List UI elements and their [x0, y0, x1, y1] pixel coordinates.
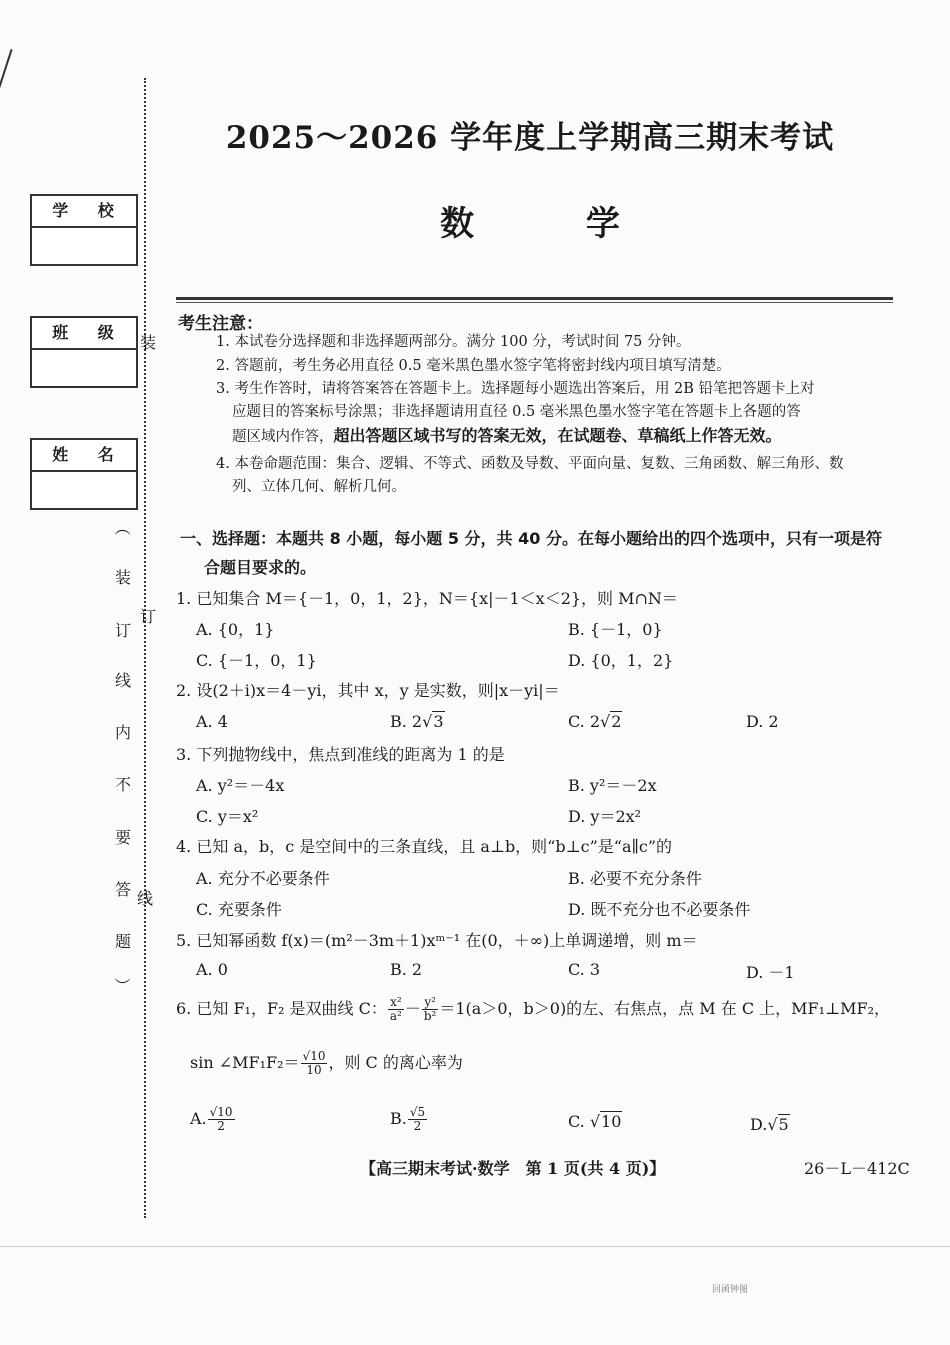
notice-heading: 考生注意：: [178, 314, 263, 334]
q6-frac-y-num: y²: [422, 996, 439, 1010]
q6-option-a-num: √10: [209, 1105, 233, 1119]
q5-option-b: B. 2: [390, 960, 423, 979]
vertical-note-char: 不: [114, 775, 131, 794]
school-label: 学 校: [32, 196, 136, 228]
q6-option-a: [190, 1106, 236, 1133]
q2-option-a: A. 4: [196, 712, 228, 731]
q4-option-a: A. 充分不必要条件: [196, 869, 330, 888]
q3-option-c: C. y＝x²: [196, 807, 259, 826]
name-box: [30, 438, 138, 510]
q4-option-c: C. 充要条件: [196, 900, 282, 919]
seal-char-ding: 订: [140, 607, 157, 626]
q2-option-c-text: C. 2: [568, 712, 601, 731]
q6-frac-x-den: a²: [389, 1009, 402, 1023]
q6-option-a-den: 2: [217, 1119, 225, 1133]
q6-stem-start: 6. 已知 F₁，F₂ 是双曲线 C：: [176, 999, 387, 1018]
q4-option-b: B. 必要不充分条件: [568, 869, 702, 888]
q2-option-b-radicand: 3: [433, 712, 444, 731]
q5-option-d: D. －1: [746, 963, 795, 982]
q6-sin-fraction: [301, 1050, 328, 1077]
header-rule: [176, 297, 893, 300]
q6-fraction-y: [422, 996, 439, 1023]
q6-minus: －: [404, 999, 421, 1018]
school-field[interactable]: [32, 228, 136, 264]
notice-item-3: 3. 考生作答时，请将答案答在答题卡上。选择题每小题选出答案后，用 2B 铅笔把答题卡上对: [216, 381, 815, 397]
notice-item-4-cont: 列、立体几何、解析几何。: [232, 479, 406, 495]
notice-item-2: 2. 答题前，考生务必用直径 0.5 毫米黑色墨水签字笔将密封线内项目填写清楚。: [216, 358, 731, 374]
q6-option-b: [390, 1106, 428, 1133]
q5-option-a: A. 0: [196, 960, 228, 979]
name-label: 姓 名: [32, 440, 136, 472]
q2-option-d: D. 2: [746, 712, 779, 731]
q1-option-d: D. {0，1，2}: [568, 651, 674, 670]
q6-fraction-x: [388, 996, 404, 1023]
class-box: [30, 316, 138, 388]
q1-stem: 1. 已知集合 M＝{－1，0，1，2}，N＝{x|－1＜x＜2}，则 M∩N＝: [176, 589, 678, 608]
q6-option-a-frac: [208, 1106, 235, 1133]
vertical-note-char: 装: [114, 568, 131, 587]
q5-option-c: C. 3: [568, 960, 601, 979]
vertical-note-char: 答: [114, 880, 131, 899]
q6-option-c: C. √10: [568, 1112, 622, 1131]
q4-stem: 4. 已知 a，b，c 是空间中的三条直线，且 a⊥b，则“b⊥c”是“a∥c”的: [176, 837, 673, 856]
notice-warning: 超出答题区域书写的答案无效，在试题卷、草稿纸上作答无效。: [333, 426, 782, 445]
q6-option-c-label: C.: [568, 1112, 585, 1131]
q6-line2-end: ，则 C 的离心率为: [328, 1053, 463, 1072]
q6-option-d: D.√5: [750, 1115, 789, 1134]
q3-option-d: D. y＝2x²: [568, 807, 642, 826]
notice-item-1: 1. 本试卷分选择题和非选择题两部分。满分 100 分，考试时间 75 分钟。: [216, 334, 691, 350]
q6-option-b-frac: [408, 1106, 427, 1133]
name-field[interactable]: [32, 472, 136, 508]
notice-item-3-cont2: [232, 425, 782, 448]
notice-item-3-tail: 题区域内作答，: [232, 429, 334, 445]
vertical-note-char: 线: [114, 671, 131, 690]
vertical-note-char: 要: [114, 828, 131, 847]
q3-option-a: A. y²＝－4x: [196, 776, 285, 795]
seal-char-xian: 线: [137, 889, 154, 908]
vertical-note-char: 题: [114, 932, 131, 951]
q6-option-d-radicand: 5: [778, 1115, 789, 1134]
q2-option-c-radicand: 2: [611, 712, 622, 731]
q6-stem-end: ＝1(a＞0，b＞0)的左、右焦点，点 M 在 C 上，MF₁⊥MF₂，: [439, 999, 890, 1018]
q6-sin-text: sin ∠MF₁F₂＝: [190, 1053, 300, 1072]
notice-item-3-cont: 应题目的答案标号涂黑；非选择题请用直径 0.5 毫米黑色墨水签字笔在答题卡上各题的答: [232, 404, 801, 420]
paper-code: 26－L－412C: [804, 1159, 910, 1178]
scan-edge-line: [0, 1246, 950, 1247]
section-heading: 一、选择题：本题共 8 小题，每小题 5 分，共 40 分。在每小题给出的四个选项中，只有一项是符: [180, 529, 882, 548]
subject-title: 数 学: [440, 204, 670, 244]
notice-item-4: 4. 本卷命题范围：集合、逻辑、不等式、函数及导数、平面向量、复数、三角函数、解三角形、数: [216, 456, 844, 472]
q6-option-c-radicand: 10: [601, 1112, 622, 1131]
q6-sin-den: 10: [306, 1063, 322, 1077]
q1-option-c: C. {－1，0，1}: [196, 651, 317, 670]
vertical-note-open: （: [112, 519, 132, 536]
q4-option-d: D. 既不充分也不必要条件: [568, 900, 751, 919]
class-label: 班 级: [32, 318, 136, 350]
vertical-note-char: 内: [114, 723, 131, 742]
q5-stem: 5. 已知幂函数 f(x)＝(m²－3m＋1)xᵐ⁻¹ 在(0，＋∞)上单调递增，则 m＝: [176, 931, 698, 950]
q1-option-a: A. {0，1}: [196, 620, 275, 639]
header-rule-thin: [176, 302, 893, 303]
q6-option-b-den: 2: [413, 1119, 422, 1133]
q2-option-b: B. 2√3: [390, 712, 444, 731]
vertical-note-close: ）: [112, 977, 132, 994]
q2-option-b-text: B. 2: [390, 712, 423, 731]
q6-frac-y-den: b²: [423, 1009, 437, 1023]
section-heading-cont: 合题目要求的。: [204, 558, 317, 577]
q6-stem: [176, 996, 890, 1023]
q2-option-c: C. 2√2: [568, 712, 622, 731]
q6-sin-num: √10: [302, 1049, 326, 1063]
binding-dotted-line: [144, 78, 146, 1218]
class-field[interactable]: [32, 350, 136, 386]
q6-option-d-label: D.: [750, 1115, 768, 1134]
q6-option-b-label: B.: [390, 1109, 407, 1128]
pen-stroke-mark: [0, 49, 13, 103]
vertical-note-char: 订: [114, 621, 131, 640]
q6-frac-x-num: x²: [388, 996, 404, 1010]
q6-stem-line2: [190, 1050, 463, 1077]
seal-char-zhuang: 装: [140, 333, 157, 352]
q6-option-a-label: A.: [190, 1109, 207, 1128]
q1-option-b: B. {－1，0}: [568, 620, 663, 639]
bottom-faint-text: 回函钟图: [712, 1285, 749, 1295]
q3-option-b: B. y²＝－2x: [568, 776, 657, 795]
page-footer: 【高三期末考试·数学 第 1 页(共 4 页)】: [360, 1159, 666, 1178]
q6-option-b-num: √5: [409, 1105, 426, 1119]
q2-stem: 2. 设(2＋i)x＝4－yi，其中 x，y 是实数，则|x－yi|＝: [176, 681, 560, 700]
q3-stem: 3. 下列抛物线中，焦点到准线的距离为 1 的是: [176, 745, 505, 764]
school-box: [30, 194, 138, 266]
exam-title: 2025～2026 学年度上学期高三期末考试: [225, 120, 835, 156]
